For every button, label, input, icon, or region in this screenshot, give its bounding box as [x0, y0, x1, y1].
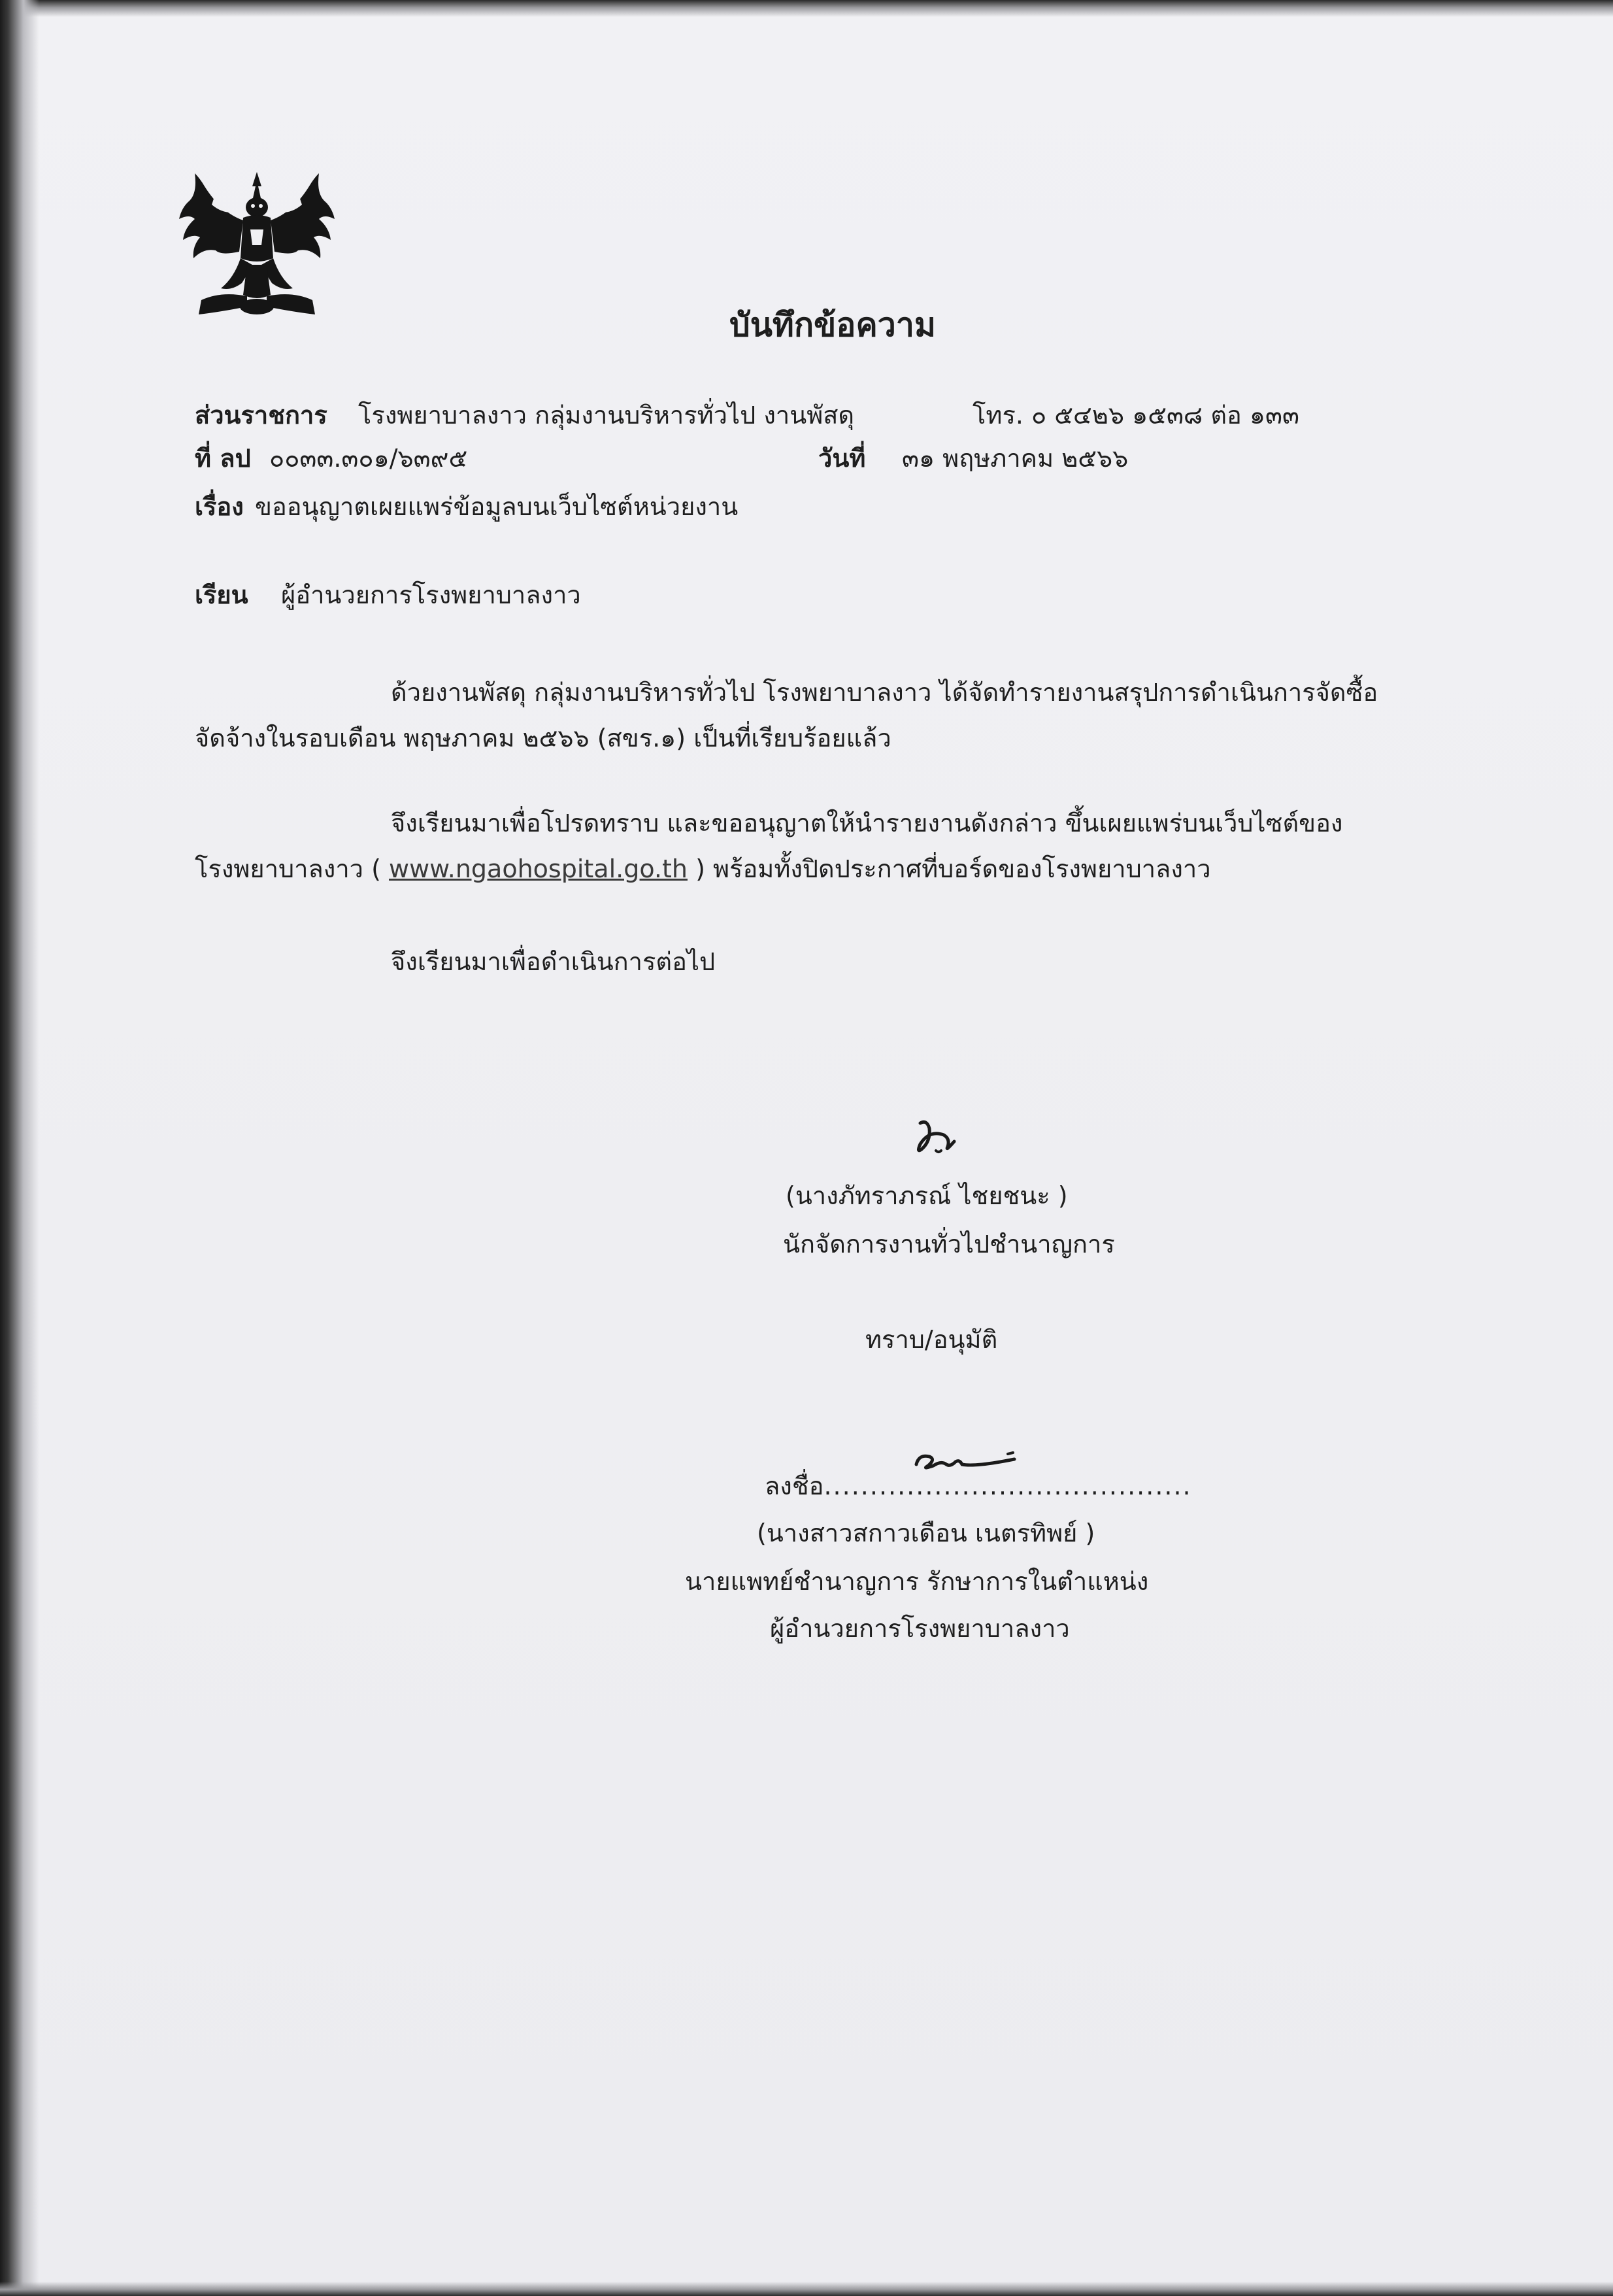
date-label: วันที่	[818, 444, 866, 473]
signature-line	[765, 1471, 1192, 1501]
hospital-website-link[interactable]: www.ngaohospital.go.th	[389, 854, 688, 883]
body-paragraph-2-prefix: โรงพยาบาลงาว (	[195, 854, 381, 883]
date-value: ๓๑ พฤษภาคม ๒๕๖๖	[902, 444, 1129, 473]
salutation-label: เรียน	[195, 581, 248, 609]
body-paragraph-1-line-1: ด้วยงานพัสดุ กลุ่มงานบริหารทั่วไป โรงพยาบาลงาว ได้จัดทำรายงานสรุปการดำเนินการจัดซื้อ	[391, 678, 1378, 707]
garuda-emblem-icon	[175, 167, 339, 330]
signer-2-position-line-2: ผู้อำนวยการโรงพยาบาลงาว	[770, 1614, 1070, 1643]
body-paragraph-2-line-1: จึงเรียนมาเพื่อโปรดทราบ และขออนุญาตให้นำรายงานดังกล่าว ขึ้นเผยแพร่บนเว็บไซต์ของ	[391, 809, 1343, 837]
phone-number: โทร. ๐ ๕๔๒๖ ๑๕๓๘ ต่อ ๑๓๓	[973, 401, 1299, 430]
signer-1-position: นักจัดการงานทั่วไปชำนาญการ	[783, 1230, 1115, 1258]
signer-1-name: (นางภัทราภรณ์ ไชยชนะ )	[786, 1181, 1068, 1210]
memo-title: บันทึกข้อความ	[729, 306, 936, 344]
signer-2-name: (นางสาวสกาวเดือน เนตรทิพย์ )	[757, 1519, 1095, 1547]
agency-label: ส่วนราชการ	[195, 401, 327, 430]
reference-label: ที่ ลป	[195, 444, 251, 473]
salutation-value: ผู้อำนวยการโรงพยาบาลงาว	[281, 581, 581, 609]
body-paragraph-2-line-2	[195, 854, 1211, 884]
reference-number: ๐๐๓๓.๓๐๑/๖๓๙๕	[269, 444, 468, 473]
sign-dots: ........................................	[823, 1472, 1192, 1500]
agency-value: โรงพยาบาลงาว กลุ่มงานบริหารทั่วไป งานพัสดุ	[358, 401, 855, 430]
signer-2-position-line-1: นายแพทย์ชำนาญการ รักษาการในตำแหน่ง	[685, 1567, 1149, 1596]
subject-label: เรื่อง	[195, 492, 244, 521]
signer-1-signature	[907, 1115, 973, 1161]
scan-edge-left	[0, 0, 39, 2296]
scan-edge-bottom	[0, 2282, 1613, 2296]
sign-label: ลงชื่อ	[765, 1472, 824, 1500]
scan-edge-top	[0, 0, 1613, 17]
subject-value: ขออนุญาตเผยแพร่ข้อมูลบนเว็บไซต์หน่วยงาน	[255, 492, 739, 521]
body-paragraph-3: จึงเรียนมาเพื่อดำเนินการต่อไป	[391, 947, 716, 976]
body-paragraph-1-line-2: จัดจ้างในรอบเดือน พฤษภาคม ๒๕๖๖ (สขร.๑) เป็นที่เรียบร้อยแล้ว	[195, 724, 891, 752]
approval-text: ทราบ/อนุมัติ	[865, 1325, 998, 1354]
body-paragraph-2-suffix: ) พร้อมทั้งปิดประกาศที่บอร์ดของโรงพยาบาลงาว	[695, 854, 1211, 883]
